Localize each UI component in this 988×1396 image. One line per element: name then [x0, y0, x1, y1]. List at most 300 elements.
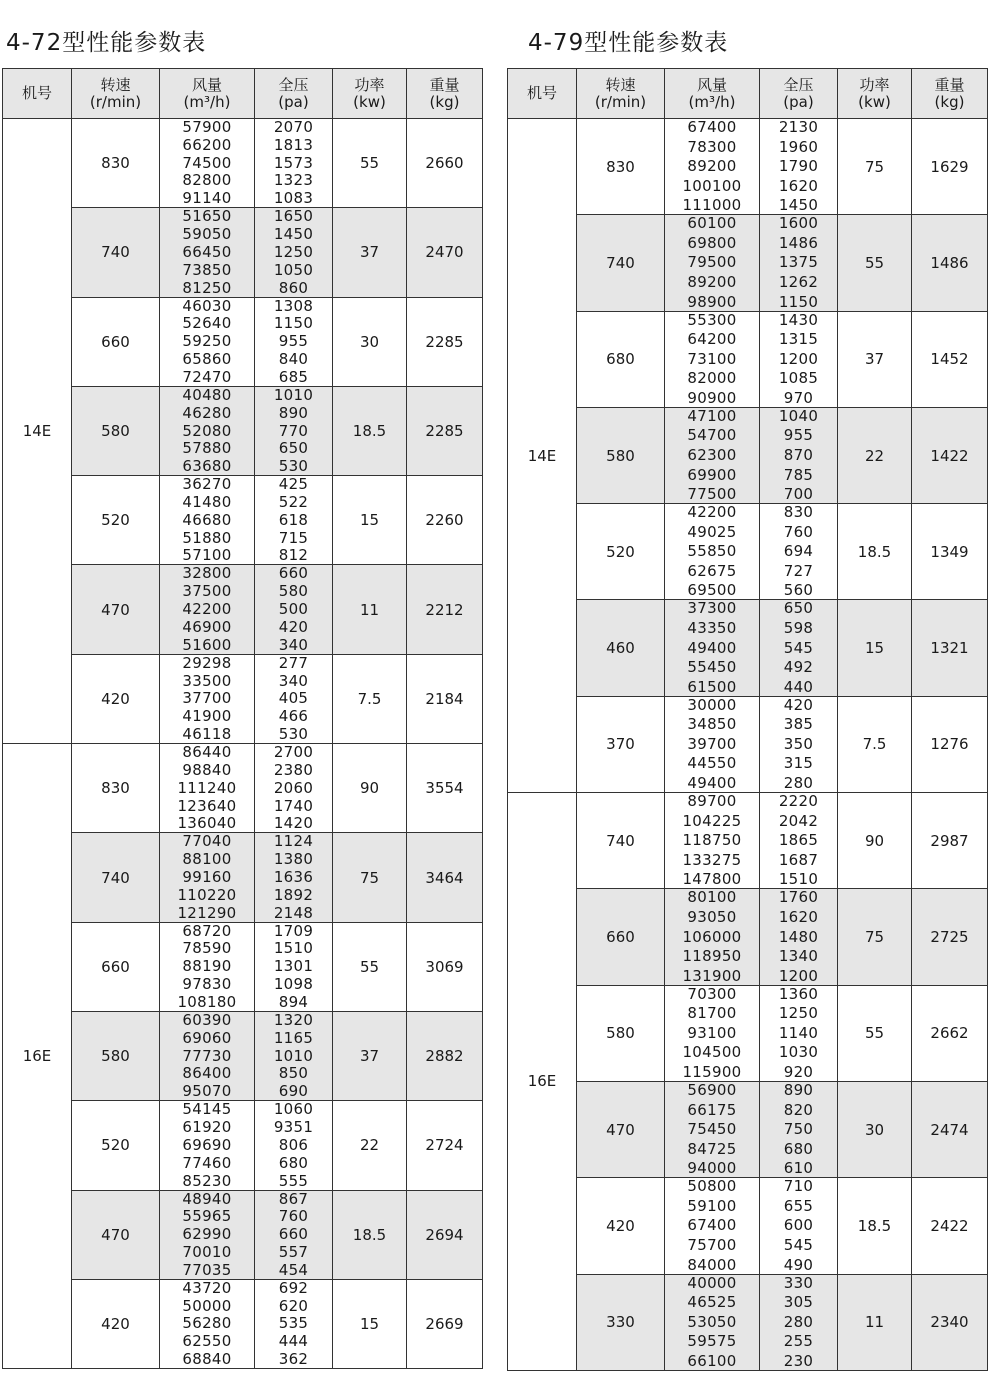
flow-cell-value: 84000 [687, 1255, 737, 1274]
flow-cell-value: 66200 [182, 135, 232, 154]
pressure-cell-value: 1430 [778, 310, 819, 329]
flow-cell-value: 104500 [682, 1043, 742, 1062]
weight-cell: 1276 [912, 696, 988, 792]
speed-cell: 580 [577, 407, 665, 503]
pressure-cell-value: 1892 [273, 885, 314, 904]
pressure-cell-value: 1375 [778, 253, 819, 272]
pressure-cell-value: 830 [783, 503, 814, 522]
pressure-cell-value: 710 [783, 1177, 814, 1196]
speed-cell: 420 [577, 1178, 665, 1274]
flow-cell-value: 33500 [182, 671, 232, 690]
header-row [508, 69, 988, 119]
flow-cell-value: 91140 [182, 189, 232, 208]
flow-cell [160, 833, 255, 922]
pressure-cell-value: 580 [278, 582, 309, 601]
pressure-cell-value: 340 [278, 635, 309, 654]
header-speed: 转速 (r/min) [577, 69, 665, 119]
pressure-cell-value: 280 [783, 774, 814, 793]
flow-cell-value: 46900 [182, 617, 232, 636]
pressure-cell-value: 770 [278, 421, 309, 440]
pressure-cell [760, 985, 838, 1081]
flow-cell [160, 922, 255, 1011]
pressure-cell-value: 1740 [273, 796, 314, 815]
flow-cell-value: 54145 [182, 1100, 232, 1119]
flow-cell-value: 62300 [687, 446, 737, 465]
pressure-cell-value: 1620 [778, 907, 819, 926]
table-title-4-79: 4-79型性能参数表 [528, 30, 729, 56]
flow-cell-value: 104225 [682, 811, 742, 830]
pressure-cell [760, 793, 838, 889]
flow-cell-value: 37700 [182, 689, 232, 708]
table-row [508, 1274, 988, 1370]
pressure-cell-value: 425 [278, 475, 309, 494]
weight-cell: 2694 [407, 1190, 483, 1279]
flow-cell-value: 60100 [687, 214, 737, 233]
flow-cell [160, 1011, 255, 1100]
pressure-cell-value: 1150 [273, 314, 314, 333]
flow-cell-value: 111240 [177, 778, 237, 797]
performance-table-4-72 [2, 68, 483, 1369]
flow-cell-value: 82800 [182, 171, 232, 190]
flow-cell-value: 69060 [182, 1028, 232, 1047]
pressure-cell [255, 654, 333, 743]
flow-cell-value: 95070 [182, 1082, 232, 1101]
power-cell: 37 [838, 311, 912, 407]
flow-cell [160, 1190, 255, 1279]
flow-cell-value: 77460 [182, 1153, 232, 1172]
pressure-cell-value: 2130 [778, 118, 819, 136]
flow-cell-value: 93100 [687, 1023, 737, 1042]
weight-cell: 2662 [912, 985, 988, 1081]
flow-cell [665, 1274, 760, 1370]
flow-cell-value: 77500 [687, 485, 737, 504]
pressure-cell-value: 894 [278, 992, 309, 1011]
flow-cell-value: 93050 [687, 907, 737, 926]
pressure-cell-value: 500 [278, 600, 309, 619]
flow-cell [665, 311, 760, 407]
flow-cell-value: 67400 [687, 1216, 737, 1235]
power-cell: 55 [838, 985, 912, 1081]
speed-cell: 330 [577, 1274, 665, 1370]
weight-cell: 1452 [912, 311, 988, 407]
pressure-cell-value: 1573 [273, 153, 314, 172]
header-weight: 重量 (kg) [912, 69, 988, 119]
flow-cell-value: 57100 [182, 546, 232, 565]
speed-cell: 520 [72, 476, 160, 565]
pressure-cell-value: 850 [278, 1064, 309, 1083]
table-title-4-72: 4-72型性能参数表 [6, 30, 207, 56]
flow-cell [160, 476, 255, 565]
power-cell: 18.5 [333, 386, 407, 475]
table-row [508, 793, 988, 889]
pressure-cell-value: 750 [783, 1120, 814, 1139]
pressure-cell-value: 1010 [273, 1046, 314, 1065]
flow-cell [160, 119, 255, 208]
pressure-cell-value: 1960 [778, 137, 819, 156]
weight-cell: 1321 [912, 600, 988, 696]
pressure-cell-value: 820 [783, 1100, 814, 1119]
table-row [3, 208, 483, 297]
flow-cell [665, 793, 760, 889]
flow-cell-value: 46118 [182, 725, 232, 744]
pressure-cell [255, 208, 333, 297]
flow-cell-value: 55850 [687, 542, 737, 561]
weight-cell: 2340 [912, 1274, 988, 1370]
pressure-cell [760, 1081, 838, 1177]
table-row [3, 1011, 483, 1100]
pressure-cell-value: 1200 [778, 349, 819, 368]
table-row [3, 1101, 483, 1190]
table-row [508, 600, 988, 696]
table-row [3, 1279, 483, 1368]
flow-cell [665, 504, 760, 600]
speed-cell: 680 [577, 311, 665, 407]
pressure-cell-value: 454 [278, 1260, 309, 1279]
pressure-cell [255, 833, 333, 922]
pressure-cell-value: 785 [783, 465, 814, 484]
pressure-cell [255, 297, 333, 386]
pressure-cell-value: 600 [783, 1216, 814, 1235]
header-pressure: 全压 (pa) [760, 69, 838, 119]
weight-cell: 1422 [912, 407, 988, 503]
pressure-cell-value: 685 [278, 367, 309, 386]
pressure-cell-value: 2070 [273, 118, 314, 136]
weight-cell: 3554 [407, 744, 483, 833]
pressure-cell [760, 600, 838, 696]
table-row [3, 565, 483, 654]
pressure-cell-value: 890 [278, 403, 309, 422]
flow-cell-value: 57880 [182, 439, 232, 458]
pressure-cell [255, 565, 333, 654]
flow-cell-value: 36270 [182, 475, 232, 494]
pressure-cell-value: 522 [278, 493, 309, 511]
power-cell: 11 [333, 565, 407, 654]
flow-cell-value: 50800 [687, 1177, 737, 1196]
weight-cell: 2212 [407, 565, 483, 654]
pressure-cell-value: 692 [278, 1278, 309, 1297]
flow-cell [160, 744, 255, 833]
weight-cell: 2669 [407, 1279, 483, 1368]
flow-cell-value: 131900 [682, 966, 742, 985]
table-row [508, 985, 988, 1081]
flow-cell-value: 59050 [182, 225, 232, 244]
power-cell: 37 [333, 1011, 407, 1100]
flow-cell-value: 89700 [687, 792, 737, 811]
pressure-cell-value: 1060 [273, 1100, 314, 1119]
performance-table-4-79 [507, 68, 988, 1371]
flow-cell-value: 110220 [177, 885, 237, 904]
table-row [508, 1178, 988, 1274]
table-row [508, 407, 988, 503]
header-power: 功率 (kw) [333, 69, 407, 119]
speed-cell: 460 [577, 600, 665, 696]
flow-cell-value: 55965 [182, 1207, 232, 1226]
flow-cell-value: 43720 [182, 1278, 232, 1297]
pressure-cell-value: 1510 [778, 870, 819, 889]
pressure-cell-value: 1262 [778, 272, 819, 291]
pressure-cell-value: 1098 [273, 975, 314, 994]
speed-cell: 470 [72, 565, 160, 654]
flow-cell-value: 39700 [687, 734, 737, 753]
power-cell: 90 [333, 744, 407, 833]
pressure-cell-value: 760 [278, 1207, 309, 1226]
pressure-cell-value: 1323 [273, 171, 314, 190]
flow-cell-value: 77035 [182, 1260, 232, 1279]
power-cell: 7.5 [333, 654, 407, 743]
flow-cell-value: 68720 [182, 921, 232, 940]
pressure-cell-value: 1486 [778, 233, 819, 252]
power-cell: 90 [838, 793, 912, 889]
table-row [3, 744, 483, 833]
flow-cell-value: 81700 [687, 1004, 737, 1023]
pressure-cell-value: 1709 [273, 921, 314, 940]
flow-cell-value: 55300 [687, 310, 737, 329]
pressure-cell-value: 1865 [778, 831, 819, 850]
flow-cell [665, 696, 760, 792]
flow-cell [160, 1279, 255, 1368]
pressure-cell-value: 1085 [778, 369, 819, 388]
weight-cell: 3464 [407, 833, 483, 922]
pressure-cell-value: 340 [278, 671, 309, 690]
pressure-cell-value: 920 [783, 1062, 814, 1081]
pressure-cell-value: 405 [278, 689, 309, 708]
pressure-cell [760, 889, 838, 985]
flow-cell [160, 297, 255, 386]
pressure-cell-value: 362 [278, 1350, 309, 1369]
table-row [3, 1190, 483, 1279]
power-cell: 7.5 [838, 696, 912, 792]
pressure-cell-value: 1040 [778, 406, 819, 425]
flow-cell-value: 74500 [182, 153, 232, 172]
flow-cell-value: 63680 [182, 457, 232, 476]
pressure-cell-value: 812 [278, 546, 309, 565]
pressure-cell-value: 1450 [273, 225, 314, 244]
pressure-cell [255, 1011, 333, 1100]
flow-cell [665, 985, 760, 1081]
flow-cell-value: 59250 [182, 332, 232, 351]
flow-cell-value: 68840 [182, 1350, 232, 1369]
pressure-cell [760, 407, 838, 503]
pressure-cell-value: 680 [278, 1153, 309, 1172]
flow-cell-value: 61500 [687, 677, 737, 696]
flow-cell-value: 118950 [682, 947, 742, 966]
pressure-cell-value: 1010 [273, 385, 314, 404]
flow-cell-value: 51650 [182, 207, 232, 226]
flow-cell-value: 44550 [687, 754, 737, 773]
flow-cell-value: 78300 [687, 137, 737, 156]
pressure-cell-value: 2380 [273, 760, 314, 779]
speed-cell: 660 [577, 889, 665, 985]
flow-cell-value: 55450 [687, 658, 737, 677]
speed-cell: 660 [72, 297, 160, 386]
pressure-cell [760, 696, 838, 792]
flow-cell-value: 88190 [182, 957, 232, 976]
flow-cell-value: 133275 [682, 850, 742, 869]
flow-cell-value: 49025 [687, 522, 737, 541]
flow-cell-value: 41900 [182, 707, 232, 726]
flow-cell-value: 86400 [182, 1064, 232, 1083]
flow-cell-value: 50000 [182, 1296, 232, 1315]
weight-cell: 1349 [912, 504, 988, 600]
flow-cell-value: 34850 [687, 715, 737, 734]
flow-cell-value: 41480 [182, 493, 232, 511]
flow-cell [160, 565, 255, 654]
flow-cell-value: 65860 [182, 350, 232, 369]
power-cell: 11 [838, 1274, 912, 1370]
flow-cell-value: 118750 [682, 831, 742, 850]
pressure-cell [760, 119, 838, 215]
table-row [3, 119, 483, 208]
weight-cell: 2987 [912, 793, 988, 889]
power-cell: 75 [838, 889, 912, 985]
flow-cell-value: 32800 [182, 564, 232, 583]
header-weight: 重量 (kg) [407, 69, 483, 119]
flow-cell-value: 115900 [682, 1062, 742, 1081]
header-flow: 风量 (m³/h) [665, 69, 760, 119]
table-row [508, 696, 988, 792]
pressure-cell-value: 1790 [778, 157, 819, 176]
flow-cell-value: 89200 [687, 272, 737, 291]
flow-cell-value: 46525 [687, 1293, 737, 1312]
pressure-cell-value: 230 [783, 1351, 814, 1370]
table-row [3, 833, 483, 922]
pressure-cell [255, 1190, 333, 1279]
flow-cell-value: 90900 [687, 388, 737, 407]
flow-cell [160, 386, 255, 475]
pressure-cell [760, 1274, 838, 1370]
weight-cell: 2470 [407, 208, 483, 297]
flow-cell-value: 59575 [687, 1332, 737, 1351]
pressure-cell-value: 277 [278, 653, 309, 672]
pressure-cell-value: 1480 [778, 927, 819, 946]
pressure-cell-value: 660 [278, 1225, 309, 1244]
power-cell: 30 [333, 297, 407, 386]
pressure-cell [255, 744, 333, 833]
table-row [3, 386, 483, 475]
pressure-cell-value: 305 [783, 1293, 814, 1312]
speed-cell: 660 [72, 922, 160, 1011]
power-cell: 55 [333, 119, 407, 208]
flow-cell-value: 66175 [687, 1100, 737, 1119]
power-cell: 18.5 [838, 504, 912, 600]
pressure-cell-value: 620 [278, 1296, 309, 1315]
flow-cell-value: 88100 [182, 850, 232, 869]
flow-cell-value: 60390 [182, 1010, 232, 1029]
pressure-cell-value: 2042 [778, 811, 819, 830]
speed-cell: 830 [72, 744, 160, 833]
flow-cell-value: 79500 [687, 253, 737, 272]
power-cell: 55 [838, 215, 912, 311]
flow-cell-value: 40000 [687, 1273, 737, 1292]
flow-cell-value: 29298 [182, 653, 232, 672]
flow-cell-value: 51880 [182, 528, 232, 547]
flow-cell-value: 56280 [182, 1314, 232, 1333]
pressure-cell-value: 715 [278, 528, 309, 547]
flow-cell-value: 100100 [682, 176, 742, 195]
weight-cell: 2474 [912, 1081, 988, 1177]
flow-cell-value: 69900 [687, 465, 737, 484]
flow-cell-value: 54700 [687, 426, 737, 445]
pressure-cell [760, 311, 838, 407]
speed-cell: 830 [72, 119, 160, 208]
pressure-cell-value: 1450 [778, 196, 819, 215]
speed-cell: 420 [72, 1279, 160, 1368]
pressure-cell-value: 1620 [778, 176, 819, 195]
pressure-cell-value: 700 [783, 485, 814, 504]
flow-cell [665, 215, 760, 311]
flow-cell-value: 53050 [687, 1312, 737, 1331]
flow-cell-value: 84725 [687, 1139, 737, 1158]
flow-cell-value: 77730 [182, 1046, 232, 1065]
weight-cell: 2422 [912, 1178, 988, 1274]
flow-cell-value: 52080 [182, 421, 232, 440]
pressure-cell-value: 618 [278, 510, 309, 529]
flow-cell [665, 407, 760, 503]
pressure-cell-value: 598 [783, 619, 814, 638]
weight-cell: 1486 [912, 215, 988, 311]
flow-cell-value: 61920 [182, 1118, 232, 1137]
pressure-cell-value: 970 [783, 388, 814, 407]
flow-cell-value: 62675 [687, 561, 737, 580]
flow-cell-value: 66450 [182, 242, 232, 261]
pressure-cell-value: 955 [783, 426, 814, 445]
speed-cell: 520 [72, 1101, 160, 1190]
weight-cell: 2724 [407, 1101, 483, 1190]
flow-cell-value: 57900 [182, 118, 232, 136]
header-flow: 风量 (m³/h) [160, 69, 255, 119]
power-cell: 15 [333, 476, 407, 565]
pressure-cell-value: 650 [783, 599, 814, 618]
pressure-cell-value: 2060 [273, 778, 314, 797]
pressure-cell-value: 1250 [273, 242, 314, 261]
pressure-cell-value: 2700 [273, 743, 314, 762]
weight-cell: 2725 [912, 889, 988, 985]
pressure-cell-value: 1150 [778, 292, 819, 311]
flow-cell-value: 42200 [182, 600, 232, 619]
speed-cell: 470 [577, 1081, 665, 1177]
flow-cell-value: 49400 [687, 774, 737, 793]
pressure-cell-value: 330 [783, 1273, 814, 1292]
flow-cell-value: 81250 [182, 278, 232, 297]
flow-cell-value: 51600 [182, 635, 232, 654]
weight-cell: 2184 [407, 654, 483, 743]
power-cell: 75 [333, 833, 407, 922]
flow-cell-value: 85230 [182, 1171, 232, 1190]
pressure-cell-value: 1165 [273, 1028, 314, 1047]
flow-cell-value: 99160 [182, 868, 232, 886]
pressure-cell-value: 1636 [273, 868, 314, 886]
pressure-cell-value: 530 [278, 457, 309, 476]
pressure-cell-value: 2148 [273, 903, 314, 922]
pressure-cell-value: 440 [783, 677, 814, 696]
flow-cell [665, 119, 760, 215]
pressure-cell-value: 466 [278, 707, 309, 726]
flow-cell-value: 69800 [687, 233, 737, 252]
model-cell: 14E [3, 119, 72, 744]
pressure-cell [255, 922, 333, 1011]
flow-cell [160, 654, 255, 743]
pressure-cell-value: 555 [278, 1171, 309, 1190]
flow-cell [160, 208, 255, 297]
pressure-cell-value: 840 [278, 350, 309, 369]
table-row [508, 1081, 988, 1177]
pressure-cell-value: 655 [783, 1196, 814, 1215]
pressure-cell [255, 1101, 333, 1190]
flow-cell-value: 98840 [182, 760, 232, 779]
weight-cell: 2660 [407, 119, 483, 208]
pressure-cell-value: 1083 [273, 189, 314, 208]
weight-cell: 2882 [407, 1011, 483, 1100]
